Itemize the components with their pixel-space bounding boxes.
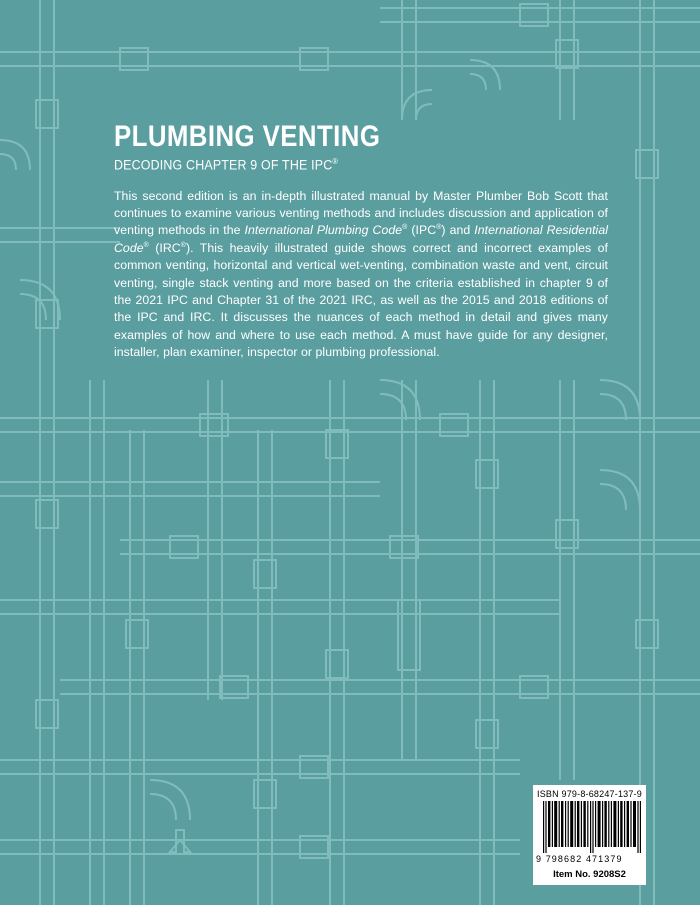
- ipc-name: International Plumbing Code: [244, 223, 403, 238]
- irc-name: International Residential Code: [114, 223, 609, 255]
- cover-text: [114, 120, 608, 362]
- registered-mark: ®: [180, 241, 186, 249]
- registered-mark: ®: [332, 157, 338, 166]
- book-subtitle: [114, 154, 568, 174]
- registered-mark: ®: [436, 224, 442, 232]
- barcode-digits: 9 798682 471379: [536, 854, 623, 864]
- desc-text-1: This second edition is an in-depth illustrated manual by Master Plumber Bob Scott that continues to examine various venting methods and includes discussion and application of venting methods in the: [114, 188, 608, 238]
- book-description: [114, 188, 608, 362]
- desc-text-5: ). This heavily illustrated guide shows correct and incorrect examples of common venting, horizontal and vertical wet-venting, combination waste and vent, circuit venting, single stack venting and more based on the criteria established in chapter 9 of the 2021 IPC and Chapter 31 of the 2021 IRC, as well as the 2015 and 2018 editions of the IPC and IRC. It discusses the nuances of each method in detail and gives many examples of how and where to use each method. A must have guide for any designer, installer, plan examiner, inspector or plumbing professional.: [114, 240, 608, 360]
- isbn-number: ISBN 979-8-68247-137-9: [537, 789, 642, 799]
- subtitle-text: DECODING CHAPTER 9 OF THE IPC: [114, 157, 333, 173]
- barcode-icon: [543, 801, 643, 853]
- desc-text-4: (IRC: [148, 240, 181, 255]
- desc-text-2: (IPC: [407, 223, 437, 238]
- registered-mark: ®: [402, 224, 408, 232]
- registered-mark: ®: [143, 241, 149, 249]
- book-title: PLUMBING VENTING: [114, 120, 381, 153]
- desc-text-3: ) and: [441, 223, 475, 238]
- item-number: Item No. 9208S2: [553, 869, 626, 880]
